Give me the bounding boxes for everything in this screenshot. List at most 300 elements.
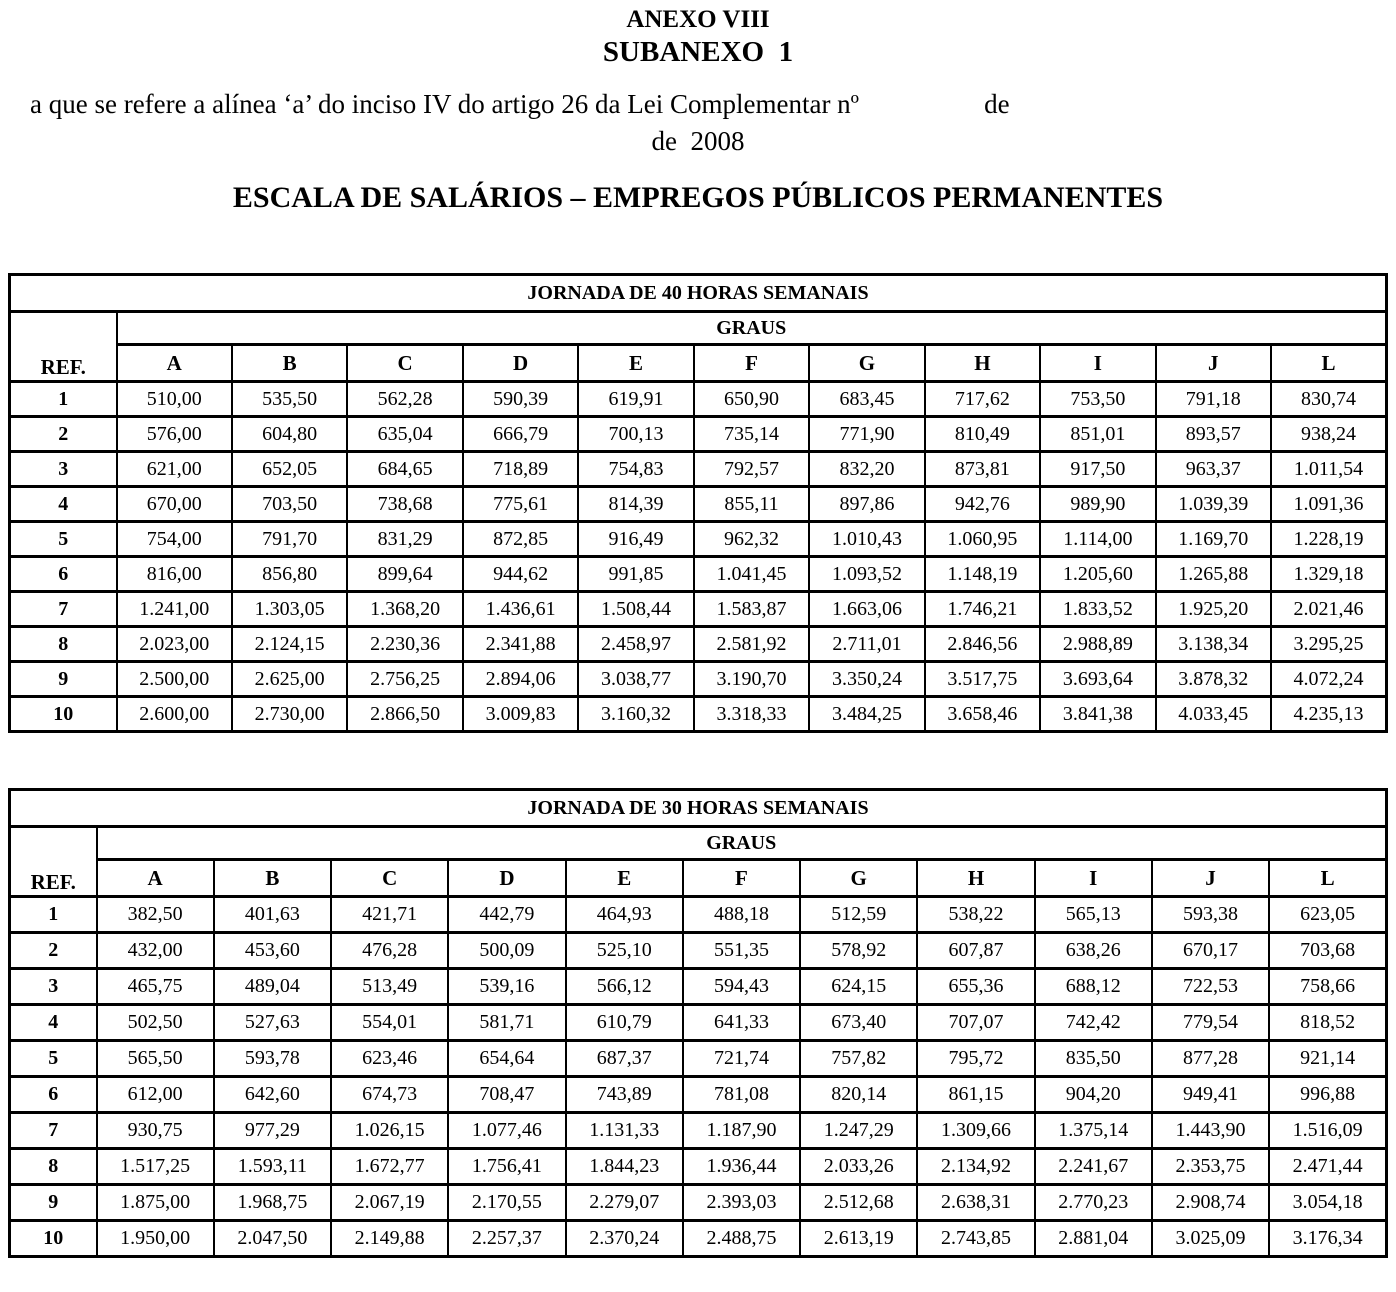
salary-value-cell: 1.329,18 <box>1271 557 1386 592</box>
salary-value-cell: 3.841,38 <box>1040 697 1155 732</box>
salary-value-cell: 3.054,18 <box>1269 1185 1386 1221</box>
salary-value-cell: 700,13 <box>578 417 693 452</box>
salary-value-cell: 2.149,88 <box>331 1221 448 1257</box>
salary-value-cell: 655,36 <box>917 969 1034 1005</box>
salary-value-cell: 565,50 <box>97 1041 214 1077</box>
salary-value-cell: 814,39 <box>578 487 693 522</box>
grade-column-header: I <box>1035 860 1152 897</box>
salary-value-cell: 1.968,75 <box>214 1185 331 1221</box>
grade-column-header: F <box>694 345 809 382</box>
salary-value-cell: 3.025,09 <box>1152 1221 1269 1257</box>
ref-cell: 10 <box>10 1221 97 1257</box>
table-row <box>10 1041 1387 1077</box>
salary-value-cell: 607,87 <box>917 933 1034 969</box>
grade-column-header: I <box>1040 345 1155 382</box>
salary-value-cell: 2.613,19 <box>800 1221 917 1257</box>
grade-column-header: B <box>232 345 347 382</box>
ref-cell: 5 <box>10 1041 97 1077</box>
graus-header: GRAUS <box>117 312 1387 345</box>
salary-value-cell: 604,80 <box>232 417 347 452</box>
salary-value-cell: 872,85 <box>463 522 578 557</box>
salary-value-cell: 641,33 <box>683 1005 800 1041</box>
salary-value-cell: 3.350,24 <box>809 662 924 697</box>
salary-value-cell: 2.500,00 <box>117 662 232 697</box>
salary-value-cell: 2.458,97 <box>578 627 693 662</box>
ref-cell: 6 <box>10 1077 97 1113</box>
table-row <box>10 522 1387 557</box>
table-30-hours <box>8 788 1388 1258</box>
ref-cell: 1 <box>10 382 117 417</box>
ref-cell: 4 <box>10 1005 97 1041</box>
table-title-row <box>10 275 1387 312</box>
grade-letters-row <box>10 345 1387 382</box>
salary-value-cell: 2.033,26 <box>800 1149 917 1185</box>
salary-value-cell: 2.393,03 <box>683 1185 800 1221</box>
salary-value-cell: 2.021,46 <box>1271 592 1386 627</box>
grade-column-header: J <box>1156 345 1271 382</box>
table-row <box>10 662 1387 697</box>
grade-column-header: L <box>1271 345 1386 382</box>
salary-value-cell: 2.743,85 <box>917 1221 1034 1257</box>
salary-value-cell: 1.091,36 <box>1271 487 1386 522</box>
salary-value-cell: 1.833,52 <box>1040 592 1155 627</box>
salary-value-cell: 949,41 <box>1152 1077 1269 1113</box>
salary-value-cell: 3.295,25 <box>1271 627 1386 662</box>
ref-cell: 8 <box>10 627 117 662</box>
salary-value-cell: 1.663,06 <box>809 592 924 627</box>
salary-value-cell: 1.060,95 <box>925 522 1040 557</box>
salary-value-cell: 1.241,00 <box>117 592 232 627</box>
salary-value-cell: 2.600,00 <box>117 697 232 732</box>
salary-value-cell: 810,49 <box>925 417 1040 452</box>
main-title: ESCALA DE SALÁRIOS – EMPREGOS PÚBLICOS PERMANENTES <box>232 181 1164 214</box>
salary-value-cell: 754,83 <box>578 452 693 487</box>
salary-value-cell: 1.077,46 <box>448 1113 565 1149</box>
salary-value-cell: 781,08 <box>683 1077 800 1113</box>
salary-value-cell: 674,73 <box>331 1077 448 1113</box>
salary-value-cell: 851,01 <box>1040 417 1155 452</box>
grade-column-header: H <box>925 345 1040 382</box>
grade-column-header: D <box>463 345 578 382</box>
salary-value-cell: 465,75 <box>97 969 214 1005</box>
salary-value-cell: 554,01 <box>331 1005 448 1041</box>
ref-cell: 2 <box>10 933 97 969</box>
ref-cell: 7 <box>10 1113 97 1149</box>
table-row <box>10 452 1387 487</box>
salary-value-cell: 904,20 <box>1035 1077 1152 1113</box>
salary-value-cell: 502,50 <box>97 1005 214 1041</box>
salary-value-cell: 670,00 <box>117 487 232 522</box>
table-row <box>10 933 1387 969</box>
salary-value-cell: 670,17 <box>1152 933 1269 969</box>
salary-value-cell: 4.033,45 <box>1156 697 1271 732</box>
graus-header-row <box>10 312 1387 345</box>
table-row <box>10 1077 1387 1113</box>
salary-value-cell: 2.846,56 <box>925 627 1040 662</box>
salary-value-cell: 539,16 <box>448 969 565 1005</box>
salary-value-cell: 707,07 <box>917 1005 1034 1041</box>
ref-cell: 8 <box>10 1149 97 1185</box>
salary-value-cell: 565,13 <box>1035 897 1152 933</box>
grade-column-header: D <box>448 860 565 897</box>
salary-value-cell: 684,65 <box>347 452 462 487</box>
salary-value-cell: 510,00 <box>117 382 232 417</box>
salary-value-cell: 2.353,75 <box>1152 1149 1269 1185</box>
table-title-row <box>10 790 1387 827</box>
salary-value-cell: 688,12 <box>1035 969 1152 1005</box>
ref-cell: 5 <box>10 522 117 557</box>
salary-value-cell: 897,86 <box>809 487 924 522</box>
salary-value-cell: 624,15 <box>800 969 917 1005</box>
salary-value-cell: 1.517,25 <box>97 1149 214 1185</box>
table-row <box>10 697 1387 732</box>
ref-cell: 9 <box>10 1185 97 1221</box>
salary-value-cell: 683,45 <box>809 382 924 417</box>
salary-value-cell: 792,57 <box>694 452 809 487</box>
salary-value-cell: 917,50 <box>1040 452 1155 487</box>
salary-value-cell: 432,00 <box>97 933 214 969</box>
salary-value-cell: 938,24 <box>1271 417 1386 452</box>
salary-value-cell: 856,80 <box>232 557 347 592</box>
salary-value-cell: 1.672,77 <box>331 1149 448 1185</box>
salary-value-cell: 717,62 <box>925 382 1040 417</box>
salary-value-cell: 2.241,67 <box>1035 1149 1152 1185</box>
salary-value-cell: 1.114,00 <box>1040 522 1155 557</box>
salary-value-cell: 562,28 <box>347 382 462 417</box>
salary-value-cell: 566,12 <box>566 969 683 1005</box>
salary-value-cell: 2.711,01 <box>809 627 924 662</box>
salary-value-cell: 1.228,19 <box>1271 522 1386 557</box>
salary-value-cell: 2.047,50 <box>214 1221 331 1257</box>
grade-column-header: C <box>331 860 448 897</box>
salary-value-cell: 1.583,87 <box>694 592 809 627</box>
salary-value-cell: 3.160,32 <box>578 697 693 732</box>
document-header <box>0 0 1396 215</box>
salary-value-cell: 382,50 <box>97 897 214 933</box>
subanexo-title: SUBANEXO 1 <box>602 36 794 68</box>
salary-value-cell: 2.257,37 <box>448 1221 565 1257</box>
salary-value-cell: 513,49 <box>331 969 448 1005</box>
ref-cell: 2 <box>10 417 117 452</box>
salary-value-cell: 1.309,66 <box>917 1113 1034 1149</box>
salary-value-cell: 1.936,44 <box>683 1149 800 1185</box>
salary-value-cell: 2.471,44 <box>1269 1149 1386 1185</box>
salary-value-cell: 551,35 <box>683 933 800 969</box>
table-row <box>10 1149 1387 1185</box>
salary-value-cell: 2.279,07 <box>566 1185 683 1221</box>
salary-value-cell: 1.368,20 <box>347 592 462 627</box>
salary-value-cell: 775,61 <box>463 487 578 522</box>
salary-value-cell: 1.925,20 <box>1156 592 1271 627</box>
salary-value-cell: 3.009,83 <box>463 697 578 732</box>
table-title: JORNADA DE 30 HORAS SEMANAIS <box>10 790 1387 827</box>
salary-value-cell: 758,66 <box>1269 969 1386 1005</box>
ref-cell: 6 <box>10 557 117 592</box>
salary-value-cell: 944,62 <box>463 557 578 592</box>
grade-column-header: B <box>214 860 331 897</box>
reference-line-2: de 2008 <box>651 126 745 156</box>
salary-value-cell: 930,75 <box>97 1113 214 1149</box>
salary-value-cell: 590,39 <box>463 382 578 417</box>
salary-value-cell: 2.730,00 <box>232 697 347 732</box>
salary-value-cell: 666,79 <box>463 417 578 452</box>
salary-value-cell: 1.247,29 <box>800 1113 917 1149</box>
ref-cell: 4 <box>10 487 117 522</box>
table-row <box>10 897 1387 933</box>
ref-cell: 3 <box>10 969 97 1005</box>
salary-value-cell: 795,72 <box>917 1041 1034 1077</box>
grade-column-header: A <box>97 860 214 897</box>
salary-value-cell: 791,18 <box>1156 382 1271 417</box>
salary-value-cell: 873,81 <box>925 452 1040 487</box>
ref-column-header: REF. <box>10 312 117 382</box>
salary-value-cell: 1.093,52 <box>809 557 924 592</box>
table-row <box>10 592 1387 627</box>
salary-value-cell: 652,05 <box>232 452 347 487</box>
salary-value-cell: 623,46 <box>331 1041 448 1077</box>
salary-value-cell: 673,40 <box>800 1005 917 1041</box>
salary-value-cell: 650,90 <box>694 382 809 417</box>
salary-value-cell: 921,14 <box>1269 1041 1386 1077</box>
salary-value-cell: 779,54 <box>1152 1005 1269 1041</box>
table-40-body <box>10 382 1387 732</box>
salary-value-cell: 855,11 <box>694 487 809 522</box>
grade-column-header: E <box>566 860 683 897</box>
salary-value-cell: 757,82 <box>800 1041 917 1077</box>
salary-value-cell: 708,47 <box>448 1077 565 1113</box>
table-row <box>10 1113 1387 1149</box>
salary-value-cell: 916,49 <box>578 522 693 557</box>
grade-column-header: H <box>917 860 1034 897</box>
salary-value-cell: 861,15 <box>917 1077 1034 1113</box>
salary-value-cell: 538,22 <box>917 897 1034 933</box>
salary-value-cell: 703,68 <box>1269 933 1386 969</box>
salary-value-cell: 753,50 <box>1040 382 1155 417</box>
ref-cell: 1 <box>10 897 97 933</box>
salary-value-cell: 2.124,15 <box>232 627 347 662</box>
reference-line <box>0 89 1396 120</box>
salary-value-cell: 581,71 <box>448 1005 565 1041</box>
table-40-hours <box>8 273 1388 733</box>
salary-value-cell: 3.693,64 <box>1040 662 1155 697</box>
salary-value-cell: 635,04 <box>347 417 462 452</box>
salary-value-cell: 893,57 <box>1156 417 1271 452</box>
salary-value-cell: 1.265,88 <box>1156 557 1271 592</box>
salary-value-cell: 401,63 <box>214 897 331 933</box>
table-row <box>10 1221 1387 1257</box>
salary-value-cell: 1.010,43 <box>809 522 924 557</box>
salary-value-cell: 476,28 <box>331 933 448 969</box>
salary-value-cell: 2.756,25 <box>347 662 462 697</box>
table-row <box>10 1005 1387 1041</box>
salary-value-cell: 1.205,60 <box>1040 557 1155 592</box>
grade-column-header: F <box>683 860 800 897</box>
salary-value-cell: 2.866,50 <box>347 697 462 732</box>
salary-value-cell: 830,74 <box>1271 382 1386 417</box>
salary-value-cell: 464,93 <box>566 897 683 933</box>
salary-value-cell: 1.875,00 <box>97 1185 214 1221</box>
salary-value-cell: 527,63 <box>214 1005 331 1041</box>
salary-value-cell: 2.894,06 <box>463 662 578 697</box>
grade-column-header: E <box>578 345 693 382</box>
salary-value-cell: 962,32 <box>694 522 809 557</box>
salary-value-cell: 977,29 <box>214 1113 331 1149</box>
salary-value-cell: 2.512,68 <box>800 1185 917 1221</box>
salary-value-cell: 1.303,05 <box>232 592 347 627</box>
salary-value-cell: 2.023,00 <box>117 627 232 662</box>
salary-value-cell: 578,92 <box>800 933 917 969</box>
salary-value-cell: 500,09 <box>448 933 565 969</box>
salary-value-cell: 2.170,55 <box>448 1185 565 1221</box>
salary-value-cell: 1.011,54 <box>1271 452 1386 487</box>
salary-value-cell: 3.190,70 <box>694 662 809 697</box>
salary-value-cell: 638,26 <box>1035 933 1152 969</box>
salary-value-cell: 3.878,32 <box>1156 662 1271 697</box>
table-30-body <box>10 897 1387 1257</box>
salary-value-cell: 721,74 <box>683 1041 800 1077</box>
salary-value-cell: 899,64 <box>347 557 462 592</box>
salary-value-cell: 1.436,61 <box>463 592 578 627</box>
graus-header-row <box>10 827 1387 860</box>
salary-value-cell: 1.516,09 <box>1269 1113 1386 1149</box>
grade-letters-row <box>10 860 1387 897</box>
salary-value-cell: 835,50 <box>1035 1041 1152 1077</box>
grade-column-header: C <box>347 345 462 382</box>
salary-value-cell: 820,14 <box>800 1077 917 1113</box>
salary-value-cell: 1.026,15 <box>331 1113 448 1149</box>
salary-value-cell: 3.484,25 <box>809 697 924 732</box>
salary-value-cell: 4.235,13 <box>1271 697 1386 732</box>
salary-value-cell: 2.638,31 <box>917 1185 1034 1221</box>
salary-value-cell: 1.593,11 <box>214 1149 331 1185</box>
table-row <box>10 969 1387 1005</box>
grade-column-header: J <box>1152 860 1269 897</box>
salary-value-cell: 576,00 <box>117 417 232 452</box>
salary-value-cell: 2.581,92 <box>694 627 809 662</box>
ref-cell: 10 <box>10 697 117 732</box>
salary-value-cell: 593,38 <box>1152 897 1269 933</box>
salary-value-cell: 3.138,34 <box>1156 627 1271 662</box>
salary-value-cell: 512,59 <box>800 897 917 933</box>
salary-value-cell: 525,10 <box>566 933 683 969</box>
table-row <box>10 487 1387 522</box>
anexo-title: ANEXO VIII <box>626 6 770 33</box>
salary-value-cell: 621,00 <box>117 452 232 487</box>
salary-value-cell: 703,50 <box>232 487 347 522</box>
table-row <box>10 1185 1387 1221</box>
salary-value-cell: 642,60 <box>214 1077 331 1113</box>
salary-value-cell: 2.370,24 <box>566 1221 683 1257</box>
salary-value-cell: 1.148,19 <box>925 557 1040 592</box>
salary-value-cell: 991,85 <box>578 557 693 592</box>
salary-value-cell: 421,71 <box>331 897 448 933</box>
salary-value-cell: 738,68 <box>347 487 462 522</box>
salary-value-cell: 1.443,90 <box>1152 1113 1269 1149</box>
salary-value-cell: 1.950,00 <box>97 1221 214 1257</box>
salary-value-cell: 1.508,44 <box>578 592 693 627</box>
salary-value-cell: 1.041,45 <box>694 557 809 592</box>
ref-cell: 3 <box>10 452 117 487</box>
table-row <box>10 382 1387 417</box>
salary-value-cell: 2.908,74 <box>1152 1185 1269 1221</box>
salary-value-cell: 742,42 <box>1035 1005 1152 1041</box>
salary-value-cell: 1.039,39 <box>1156 487 1271 522</box>
salary-value-cell: 3.658,46 <box>925 697 1040 732</box>
salary-value-cell: 832,20 <box>809 452 924 487</box>
ref-cell: 9 <box>10 662 117 697</box>
salary-value-cell: 2.988,89 <box>1040 627 1155 662</box>
salary-value-cell: 2.770,23 <box>1035 1185 1152 1221</box>
salary-value-cell: 1.131,33 <box>566 1113 683 1149</box>
salary-value-cell: 1.844,23 <box>566 1149 683 1185</box>
salary-value-cell: 754,00 <box>117 522 232 557</box>
salary-value-cell: 2.067,19 <box>331 1185 448 1221</box>
grade-column-header: G <box>800 860 917 897</box>
salary-value-cell: 1.756,41 <box>448 1149 565 1185</box>
salary-value-cell: 593,78 <box>214 1041 331 1077</box>
table-title: JORNADA DE 40 HORAS SEMANAIS <box>10 275 1387 312</box>
salary-value-cell: 2.341,88 <box>463 627 578 662</box>
salary-value-cell: 771,90 <box>809 417 924 452</box>
salary-value-cell: 791,70 <box>232 522 347 557</box>
salary-value-cell: 594,43 <box>683 969 800 1005</box>
salary-value-cell: 831,29 <box>347 522 462 557</box>
salary-value-cell: 3.517,75 <box>925 662 1040 697</box>
ref-cell: 7 <box>10 592 117 627</box>
salary-value-cell: 942,76 <box>925 487 1040 522</box>
salary-value-cell: 963,37 <box>1156 452 1271 487</box>
salary-value-cell: 2.488,75 <box>683 1221 800 1257</box>
salary-value-cell: 453,60 <box>214 933 331 969</box>
salary-value-cell: 1.187,90 <box>683 1113 800 1149</box>
salary-value-cell: 619,91 <box>578 382 693 417</box>
salary-value-cell: 3.318,33 <box>694 697 809 732</box>
table-row <box>10 557 1387 592</box>
salary-value-cell: 687,37 <box>566 1041 683 1077</box>
salary-value-cell: 996,88 <box>1269 1077 1386 1113</box>
salary-value-cell: 2.625,00 <box>232 662 347 697</box>
salary-value-cell: 623,05 <box>1269 897 1386 933</box>
reference-line-de: de <box>984 89 1010 119</box>
salary-value-cell: 1.746,21 <box>925 592 1040 627</box>
salary-value-cell: 535,50 <box>232 382 347 417</box>
salary-value-cell: 612,00 <box>97 1077 214 1113</box>
salary-value-cell: 816,00 <box>117 557 232 592</box>
salary-value-cell: 3.038,77 <box>578 662 693 697</box>
salary-value-cell: 610,79 <box>566 1005 683 1041</box>
salary-value-cell: 1.375,14 <box>1035 1113 1152 1149</box>
table-row <box>10 417 1387 452</box>
salary-value-cell: 2.230,36 <box>347 627 462 662</box>
ref-column-header: REF. <box>10 827 97 897</box>
salary-value-cell: 735,14 <box>694 417 809 452</box>
salary-value-cell: 818,52 <box>1269 1005 1386 1041</box>
salary-value-cell: 488,18 <box>683 897 800 933</box>
grade-column-header: L <box>1269 860 1386 897</box>
salary-value-cell: 877,28 <box>1152 1041 1269 1077</box>
reference-line-text: a que se refere a alínea ‘a’ do inciso IV do artigo 26 da Lei Complementar nº <box>30 89 860 119</box>
salary-value-cell: 718,89 <box>463 452 578 487</box>
salary-value-cell: 722,53 <box>1152 969 1269 1005</box>
grade-column-header: A <box>117 345 232 382</box>
salary-value-cell: 2.881,04 <box>1035 1221 1152 1257</box>
salary-value-cell: 743,89 <box>566 1077 683 1113</box>
salary-value-cell: 2.134,92 <box>917 1149 1034 1185</box>
salary-value-cell: 3.176,34 <box>1269 1221 1386 1257</box>
salary-value-cell: 4.072,24 <box>1271 662 1386 697</box>
grade-column-header: G <box>809 345 924 382</box>
graus-header: GRAUS <box>97 827 1387 860</box>
